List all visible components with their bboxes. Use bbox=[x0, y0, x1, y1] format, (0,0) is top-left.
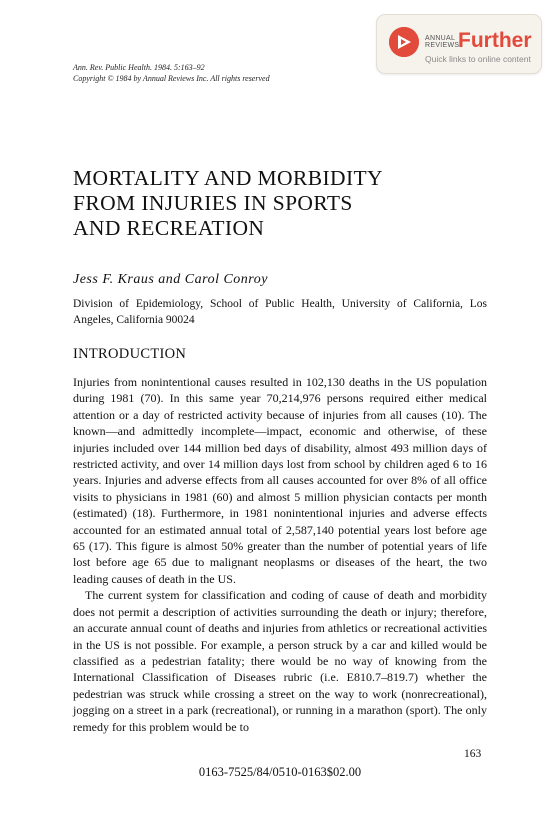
page-number: 163 bbox=[464, 748, 482, 760]
title-line: FROM INJURIES IN SPORTS bbox=[73, 191, 353, 215]
author-affiliation: Division of Epidemiology, School of Public Health, University of California, Los Angeles, California 90024 bbox=[73, 298, 487, 326]
section-heading-introduction: INTRODUCTION bbox=[73, 346, 187, 362]
citation-line-journal: Ann. Rev. Public Health. 1984. 5:163–92 bbox=[73, 63, 205, 72]
title-line: AND RECREATION bbox=[73, 216, 265, 240]
annual-reviews-further-banner[interactable] bbox=[376, 14, 542, 74]
title-line: MORTALITY AND MORBIDITY bbox=[73, 166, 383, 190]
banner-annual-label: ANNUAL bbox=[425, 35, 456, 42]
journal-citation bbox=[73, 62, 270, 84]
banner-further-label: Further bbox=[458, 29, 532, 52]
article-authors: Jess F. Kraus and Carol Conroy bbox=[73, 272, 268, 287]
citation-line-copyright: Copyright © 1984 by Annual Reviews Inc. All rights reserved bbox=[73, 74, 270, 83]
annual-reviews-logo-icon bbox=[389, 27, 419, 57]
article-title bbox=[73, 166, 383, 241]
banner-reviews-label: REVIEWS bbox=[425, 42, 460, 49]
article-body bbox=[73, 374, 487, 735]
banner-quick-links-text: Quick links to online content bbox=[425, 54, 531, 64]
footer-article-code: 0163-7525/84/0510-0163$02.00 bbox=[198, 765, 362, 779]
body-paragraph: The current system for classification and coding of cause of death and morbidity does not permit a description of activities surrounding the death or injury; therefore, an accurate annual count of deaths and injuries from athletics or recreational activities in the US is not possible. For example, a person struck by a car and killed would be classified as a pedestrian fatality; there would be no way of knowing from the International Classification of Diseases rubric (i.e. E810.7–819.7) whether the pedestrian was struck while crossing a street on the way to work (nonrecreational), jogging on a street in a park (recreational), or running in a marathon (sport). The only remedy for this problem would be to bbox=[73, 588, 487, 734]
body-paragraph: Injuries from nonintentional causes resulted in 102,130 deaths in the US population during 1981 (70). In this same year 70,214,976 persons required either medical attention or a day of restricted activity because of injuries from all causes (10). The known—and admittedly incomplete—impact, economic and otherwise, of these injuries included over 144 million bed days of disability, almost 493 million days of restricted activity, and over 14 million days lost from school by children aged 6 to 16 years. Injuries and adverse effects from all causes accounted for over 8% of all office visits to physicians in 1981 (60) and almost 5 million physician contacts per month (estimated) (18). Furthermore, in 1981 nonintentional injuries and adverse effects accounted for an estimated annual total of 2,587,140 potential years lost before age 65 (17). This figure is almost 50% greater than the number of potential years of life lost before age 65 due to malignant neoplasms or diseases of the heart, the two leading causes of death in the US. bbox=[73, 375, 487, 586]
